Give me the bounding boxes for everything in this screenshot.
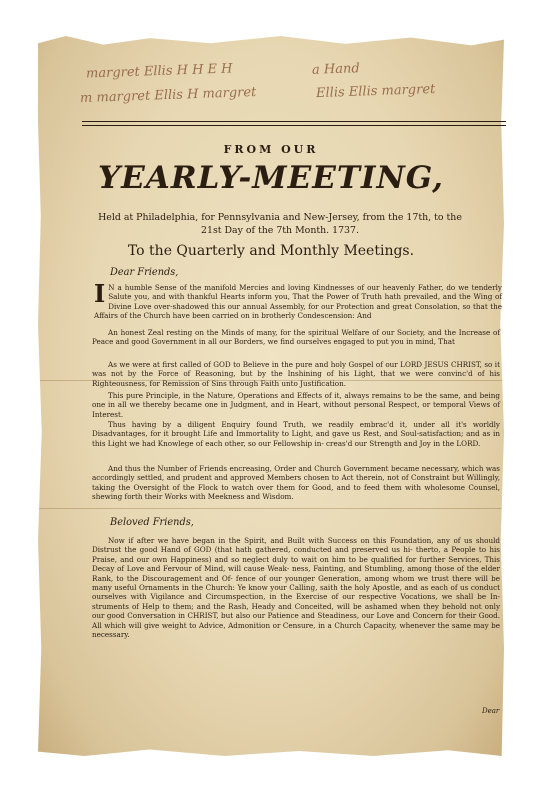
handwritten-inscription: a Hand — [311, 61, 360, 78]
meeting-details-line: 21st Day of the 7th Month. 1737. — [201, 225, 359, 236]
meeting-details — [60, 211, 500, 237]
paragraph-text: N a humble Sense of the manifold Mercies and loving Kindnesses of our heavenly Father, do we tenderly Salute you, and with thankful Hearts inform you, That the Power of Truth hath prevailed, and the Wing of Divine Love over-shadowed this our annual Assembly, for our Protection and great Consolation, so that the Affairs of the Church have been carried on in brotherly Condescension: And — [94, 283, 502, 321]
paragraph-3: As we were at first called of GOD to Believe in the pure and holy Gospel of our LORD JESUS CHRIST, so it was not by the Force of Reasoning, but by the Inshining of his Light, that we were convinc'd of his Righteousness, for Remission of Sins through Faith unto Justification. — [92, 360, 500, 388]
heading-from-our: FROM OUR — [223, 143, 319, 156]
catchword: Dear — [482, 707, 500, 715]
handwritten-inscription: margret Ellis H H E H — [85, 61, 233, 82]
paragraph-5: Thus having by a diligent Enquiry found Truth, we readily embrac'd it, under all it's worldly Disadvantages, for it brought Life and Immortality to Light, and gave us Rest, and Soul-satisfaction; and as in this Light we had Knowlege of each other, so our Fellowship in- creas'd our Strength and Joy in the LORD. — [92, 420, 500, 448]
paragraph-4: This pure Principle, in the Nature, Operations and Effects of it, always remains to be the same, and being one in all we thereby became one in Judgment, and in Heart, without personal Respect, or temporal Views of Interest. — [92, 391, 500, 419]
drop-cap: I — [94, 279, 106, 308]
paragraph-7: Now if after we have began in the Spirit, and Built with Success on this Foundation, any of us should Distrust the good Hand of GOD (that hath gathered, conducted and preserved us hi- therto, a People to his Praise, and our own Happiness) and so neglect duly to wait on him to be qualified for further Services, This Decay of Love and Fervour of Mind, will cause Weak- ness, Fainting, and Stumbling, among those of the elder Rank, to the Discouragement and Of- fence of our younger Generation, among whom we trust there will be many useful Ornaments in the Church: Ye know your Calling, saith the holy Apostle, and as each of us conduct ourselves with Vigilance and Circumspection, in the Exercise of our respective Vocations, we shall be In- struments of Help to them; and the Rash, Heady and Conceited, will be ashamed when they behold not only our good Conversation in CHRIST, but also our Patience and Steadiness, our Love and Concern for their Good. All which will give weight to Advice, Admonition or Censure, in a Church Capacity, whenever the same may be necessary. — [92, 536, 500, 640]
paragraph-1 — [94, 279, 502, 321]
address-line: To the Quarterly and Monthly Meetings. — [127, 243, 415, 259]
salutation: Dear Friends, — [110, 267, 179, 278]
meeting-details-line: Held at Philadelphia, for Pennsylvania and New-Jersey, from the 17th, to the — [98, 212, 462, 223]
handwritten-inscription: m margret Ellis H margret — [79, 84, 257, 107]
fold-crease — [38, 508, 504, 509]
handwritten-inscription: Ellis Ellis margret — [315, 81, 436, 102]
salutation: Beloved Friends, — [110, 517, 194, 528]
top-rule — [82, 121, 506, 122]
paragraph-2: An honest Zeal resting on the Minds of many, for the spiritual Welfare of our Society, and the Increase of Peace and good Government in all our Borders, we find ourselves engaged to put you in mind, That — [92, 328, 500, 347]
top-rule — [82, 125, 506, 126]
page-title: YEARLY-MEETING, — [98, 160, 444, 196]
paragraph-6: And thus the Number of Friends encreasing, Order and Church Government became necessary, which was accordingly settled, and prudent and approved Members chosen to Act therein, not of Constraint but Willingly, taking the Oversight of the Flock to watch over them for Good, and to feed them with wholesome Counsel, shewing forth their Works with Meekness and Wisdom. — [92, 464, 500, 502]
